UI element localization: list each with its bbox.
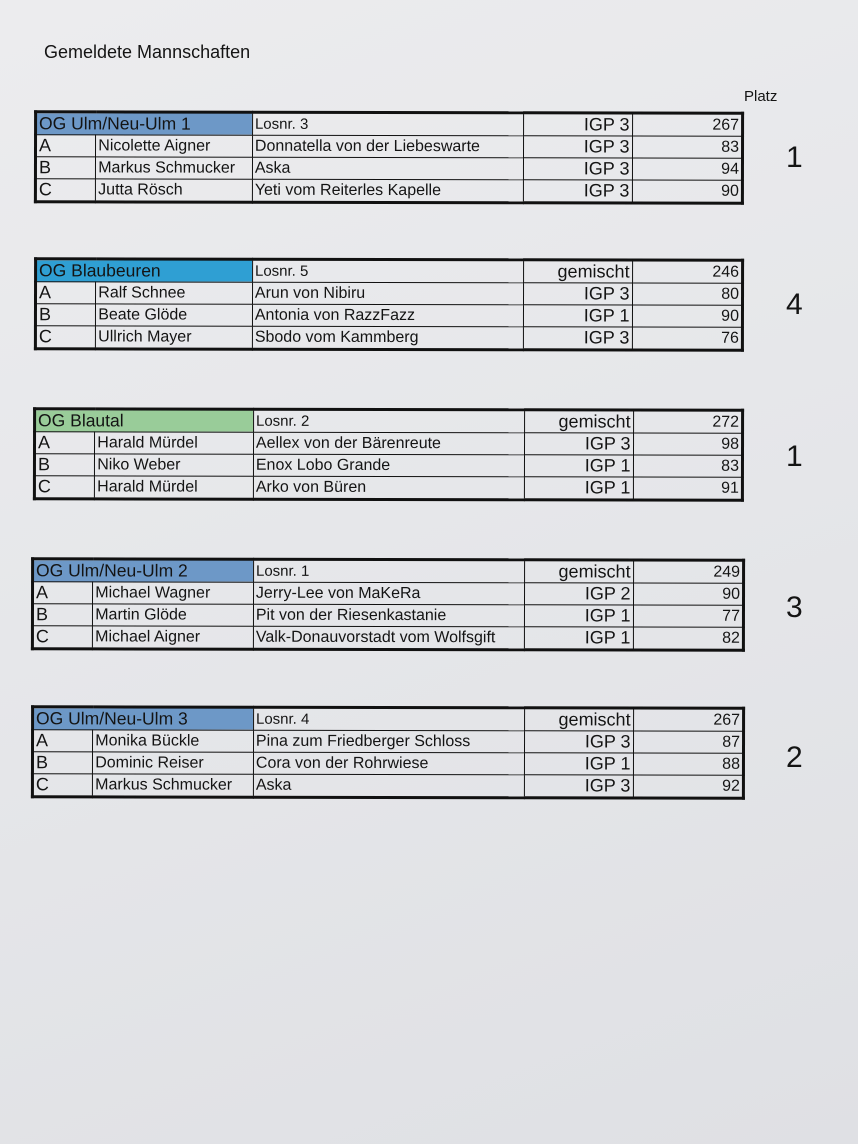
member-class: IGP 3	[524, 136, 632, 158]
team-name: OG Blautal	[35, 409, 254, 432]
team-header-row	[33, 559, 744, 583]
team-table-blautal	[33, 407, 744, 501]
dog-name: Pina zum Friedberger Schloss	[253, 730, 524, 753]
dog-name: Cora von der Rohrwiese	[253, 752, 524, 775]
member-letter: C	[34, 476, 94, 499]
member-letter: B	[34, 454, 94, 476]
member-row	[32, 626, 743, 650]
member-letter: B	[35, 304, 95, 326]
handler-name: Nicolette Aigner	[96, 135, 253, 157]
handler-name: Harald Mürdel	[95, 432, 254, 454]
dog-name: Valk-Donauvorstadt vom Wolfsgift	[253, 626, 524, 650]
team-header-row	[33, 707, 744, 731]
member-class: IGP 1	[524, 627, 633, 650]
handler-name: Michael Aigner	[93, 626, 254, 649]
member-score: 94	[632, 158, 743, 180]
member-row	[32, 604, 743, 627]
member-score: 91	[633, 477, 743, 500]
member-score: 98	[633, 433, 743, 455]
team-header-row	[35, 409, 743, 433]
member-class: IGP 3	[525, 731, 633, 753]
member-letter: C	[32, 774, 92, 797]
team-header-row	[36, 259, 743, 283]
team-header-row	[36, 112, 743, 136]
lot-number: Losnr. 3	[252, 112, 523, 136]
member-class: IGP 1	[524, 477, 633, 500]
member-letter: A	[35, 432, 95, 454]
team-name: OG Ulm/Neu-Ulm 1	[36, 112, 253, 135]
member-score: 90	[632, 180, 743, 203]
team-total: 267	[632, 113, 743, 136]
member-row	[33, 582, 744, 605]
member-row	[35, 432, 743, 455]
rank-value: 4	[786, 288, 803, 321]
rank-value: 1	[786, 440, 803, 473]
platz-column-label: Platz	[744, 88, 778, 105]
team-name: OG Ulm/Neu-Ulm 2	[33, 559, 254, 582]
member-class: IGP 3	[524, 158, 632, 180]
member-class: IGP 1	[525, 753, 633, 775]
member-score: 76	[632, 327, 743, 350]
dog-name: Pit von der Riesenkastanie	[253, 604, 524, 627]
member-letter: A	[36, 282, 96, 304]
member-row	[34, 476, 742, 500]
member-class: IGP 3	[524, 775, 633, 798]
handler-name: Niko Weber	[95, 454, 254, 476]
member-class: IGP 3	[523, 180, 632, 203]
member-class: IGP 2	[525, 583, 633, 605]
lot-number: Losnr. 4	[253, 707, 524, 731]
dog-name: Arko von Büren	[253, 476, 524, 500]
handler-name: Michael Wagner	[93, 582, 254, 604]
dog-name: Enox Lobo Grande	[253, 454, 524, 477]
member-row	[33, 730, 744, 753]
handler-name: Monika Bückle	[93, 730, 254, 752]
member-score: 87	[633, 731, 744, 753]
team-class: IGP 3	[524, 113, 633, 136]
member-letter: B	[32, 604, 92, 626]
member-class: IGP 1	[525, 455, 633, 477]
member-letter: A	[33, 582, 93, 604]
team-name: OG Ulm/Neu-Ulm 3	[33, 707, 254, 730]
member-letter: C	[32, 626, 92, 649]
dog-name: Arun von Nibiru	[252, 282, 523, 305]
dog-name: Aska	[252, 157, 523, 180]
member-score: 88	[633, 753, 744, 775]
handler-name: Markus Schmucker	[93, 774, 254, 797]
team-total: 249	[633, 560, 744, 583]
team-class: gemischt	[524, 260, 633, 283]
member-score: 83	[632, 136, 743, 158]
member-class: IGP 1	[525, 605, 633, 627]
team-table-ulm-neu-ulm-2	[31, 557, 745, 651]
handler-name: Markus Schmucker	[96, 157, 253, 179]
handler-name: Dominic Reiser	[93, 752, 254, 774]
member-class: IGP 3	[525, 433, 633, 455]
member-score: 90	[633, 583, 744, 605]
dog-name: Aska	[253, 774, 524, 798]
handler-name: Beate Glöde	[96, 304, 253, 326]
member-score: 92	[633, 775, 744, 798]
team-class: gemischt	[525, 708, 634, 731]
handler-name: Martin Glöde	[93, 604, 254, 626]
member-score: 77	[633, 605, 744, 627]
member-row	[35, 179, 742, 203]
dog-name: Antonia von RazzFazz	[252, 304, 523, 327]
rank-value: 1	[786, 141, 803, 174]
team-class: gemischt	[525, 410, 634, 433]
team-table-ulm-neu-ulm-1	[34, 110, 744, 204]
member-row	[35, 304, 742, 327]
lot-number: Losnr. 2	[253, 409, 524, 433]
member-letter: B	[35, 157, 95, 179]
team-table-ulm-neu-ulm-3	[31, 705, 745, 799]
handler-name: Harald Mürdel	[95, 476, 254, 499]
member-score: 82	[633, 627, 744, 650]
member-letter: C	[35, 179, 95, 202]
handler-name: Ralf Schnee	[96, 282, 253, 304]
dog-name: Donnatella von der Liebeswarte	[252, 135, 523, 158]
dog-name: Sbodo vom Kammberg	[252, 326, 523, 350]
team-total: 272	[633, 410, 743, 433]
member-letter: A	[36, 135, 96, 157]
dog-name: Aellex von der Bärenreute	[253, 432, 524, 455]
member-row	[32, 752, 743, 775]
page-title: Gemeldete Mannschaften	[44, 42, 251, 62]
member-class: IGP 3	[524, 283, 632, 305]
member-score: 80	[632, 283, 743, 305]
member-row	[36, 282, 743, 305]
member-row	[32, 774, 743, 798]
handler-name: Jutta Rösch	[96, 179, 253, 202]
team-name: OG Blaubeuren	[36, 259, 253, 282]
member-row	[35, 326, 742, 350]
member-letter: C	[35, 326, 95, 349]
rank-value: 3	[786, 591, 803, 624]
member-score: 83	[633, 455, 743, 477]
member-letter: A	[33, 730, 93, 752]
team-class: gemischt	[525, 560, 634, 583]
handler-name: Ullrich Mayer	[96, 326, 253, 349]
rank-value: 2	[786, 741, 803, 774]
member-row	[34, 454, 742, 477]
member-class: IGP 1	[524, 305, 632, 327]
team-total: 246	[632, 260, 743, 283]
member-class: IGP 3	[523, 327, 632, 350]
lot-number: Losnr. 1	[253, 559, 524, 583]
member-row	[36, 135, 743, 158]
member-score: 90	[632, 305, 743, 327]
lot-number: Losnr. 5	[252, 259, 523, 283]
dog-name: Yeti vom Reiterles Kapelle	[252, 179, 523, 203]
member-row	[35, 157, 742, 180]
team-total: 267	[633, 708, 744, 731]
team-table-blaubeuren	[34, 257, 744, 351]
member-letter: B	[32, 752, 92, 774]
dog-name: Jerry-Lee von MaKeRa	[253, 582, 524, 605]
